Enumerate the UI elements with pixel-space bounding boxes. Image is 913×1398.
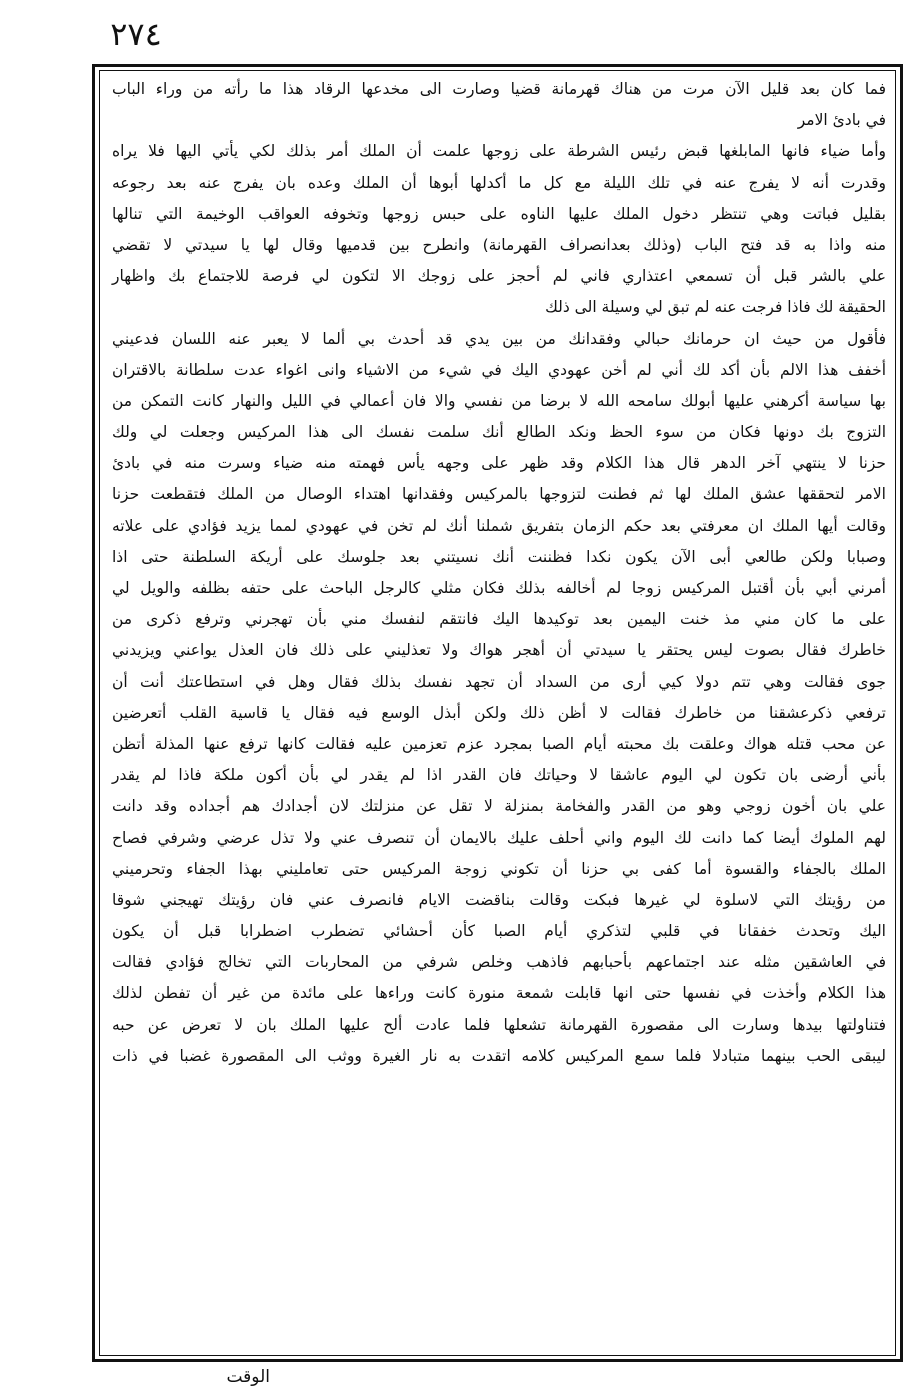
- text-line: علي بان أخون زوجي وهو من القدر والفخامة بمنزلة لا تقل عن منزلتك لان أجدادك هم أجداده وقد دانت: [112, 797, 886, 816]
- text-line: فأقول من حيث ان حرمانك حبالي وفقدانك من بين يدي قد أحدث بي ألما لا يعبر عنه اللسان فدعيني: [112, 329, 886, 348]
- text-line: وأما ضياء فانها المابلغها قبض رئيس الشرطة على زوجها علمت أن الملك أمر بذلك لكي يأتي اليها فلا يراه: [112, 142, 886, 161]
- text-line: أمرني أبي بأن أقتبل المركيس زوجا لم أخالفه بذلك فكان مثلي كالرجل الباحث على حتفه بظلفه والويل لي: [112, 579, 886, 597]
- text-line: ترفعي ذكرعشقنا من خاطرك فقالت لا أظن ذلك ولكن أبذل الوسع فيه فقال يا قاسية القلب أتعرضين: [112, 703, 886, 722]
- catchword: الوقت: [226, 1367, 270, 1387]
- text-line: في العاشقين مثله عند اجتماعهم بأحبابهم فاذهب وخلص شرفي من المحاربات التي تخالج فؤادي فقالت: [112, 953, 886, 972]
- text-line: بها سياسة أكرهني عليها أبولك سامحه الله لا برضا من نفسي والا فان أعمالي في الليل والنهار كانت التمكن من: [112, 391, 886, 410]
- text-line: حزنا لا ينتهي آخر الدهر قال هذا الكلام وقد ظهر على وجهه يأس فهمته منه ضياء وسرت منه في بادئ: [112, 454, 886, 473]
- text-line: بأني أرضى بان تكون لي اليوم عاشقا لا وحياتك فان القدر اذا لم يقدر لي بأن أكون ملكة فاذا لم يقدر: [112, 766, 886, 785]
- text-line: عن محب قتله هواك وعلقت بك محبته أيام الصبا بمجرد عزم تعزمين عليه فقالت كانها ترفع عنها المذلة أتظن: [112, 734, 886, 753]
- text-line: لهم الملوك أيضا كما دانت لك اليوم واني أحلف عليك بالايمان أن تنصرف عني ولا تذل عرضي وشرفي فصاح: [112, 828, 886, 847]
- text-line: أخفف هذا الالم بأن أكد لك أني لم أخن عهودي اليك في شيء من الاشياء وانى اغواء عدت سلطانة بالاقتران: [112, 360, 886, 379]
- text-line: علي بالشر قبل أن تسمعي اعتذاري فاني لم أحجز على زوجك الا لتكون لي فرصة للاجتماع بك واظهار: [112, 267, 886, 286]
- text-line: جوى فقالت وهي تتم دولا كيي أرى من السداد أن تجهد نفسك بذلك فقال وهل في استطاعتك أنت أن: [112, 672, 886, 691]
- text-line: على ما كان مني مذ خنت اليمين بعد توكيدها اليك فانتقم لنفسك مني بأن تهجرني وترفع ذكرى من: [112, 610, 886, 629]
- text-line: وقدرت أنه لا يفرج عنه في تلك الليلة مع كل ما أكدلها أبوها أن الملك وعده بان يفرج عنه بعد رجوعه: [112, 173, 886, 192]
- text-line: التزوج بك دونها فكان من سوء الحظ ونكد الطالع أنك سلمت نفسك الى هذا المركيس وجعلت لي ولك: [112, 423, 886, 442]
- text-line: اليك وتحدث خفقانا في قلبي لتذكري أيام الصبا كأن أحشائي تضطرب اضطرابا قبل أن يكون: [112, 922, 886, 941]
- text-line: وصبابا ولكن طالعي أبى الآن يكون نكدا فظننت أنك نسيتني بعد جلوسك على أريكة السلطنة حتى اذا: [112, 547, 886, 566]
- body-text: [108, 74, 890, 1352]
- text-line: من رؤيتك التي لاسلوة لي غيرها فبكت وقالت بناقضت الايام فانصرف عني فان رؤيتك تهيجني شوقا: [112, 890, 886, 909]
- text-line: في بادئ الامر: [797, 111, 886, 130]
- page-number: ٢٧٤: [110, 15, 162, 53]
- text-line: الحقيقة لك فاذا فرجت عنه لم تبق لي وسيلة الى ذلك: [545, 298, 886, 317]
- text-line: منه واذا به قد فتح الباب (وذلك بعدانصراف القهرمانة) وانطرح بين قدميها وقال لها يا سيدتي لا تقضي: [112, 235, 886, 254]
- text-line: ليبقى الحب بينهما متبادلا فلما سمع المركيس كلامه اتقدت به نار الغيرة ووثب الى المقصورة غضبا في ذات: [112, 1046, 886, 1065]
- text-line: فتناولتها بيدها وسارت الى مقصورة القهرمانة تشعلها فلما عادت ألح عليها الملك بان لا تعرض عن حبه: [112, 1015, 886, 1034]
- text-line: فما كان بعد قليل الآن مرت من هناك قهرمانة قضيا وصارت الى مخدعها الرقاد هذا ما رأته من وراء الباب: [112, 80, 886, 98]
- text-line: هذا الكلام وأخذت في نفسها حتى انها قابلت شمعة منورة كانت وراءها على مائدة من غير أن تفطن لذلك: [112, 984, 886, 1003]
- text-line: خاطرك فقال بصوت ليس يحتقر يا سيدتي أن أهجر هواك ولا تعذليني على ذلك فان العذل يواعني ويزيدني: [112, 641, 886, 660]
- text-line: الامر لتحققها عشق الملك لها ثم فطنت لتزوجها بالمركيس وفقدانها اهتداء الوصال من الملك فتقطعت حزنا: [112, 485, 886, 504]
- text-line: بقليل فباتت وهي تنتظر دخول الملك عليها الناوه على حبس زوجها وتخوفه العواقب الوخيمة التي تنالها: [112, 204, 886, 223]
- text-line: الملك بالجفاء والقسوة أما كفى بي حزنا أن تكوني زوجة المركيس حتى تعامليني بهذا الجفاء وتحرميني: [112, 859, 886, 878]
- text-line: وقالت أيها الملك ان معرفتي بعد حكم الزمان بتفريق شملنا أنك لم تخن في عهودي لمما يزيد فؤادي على علاته: [112, 516, 886, 535]
